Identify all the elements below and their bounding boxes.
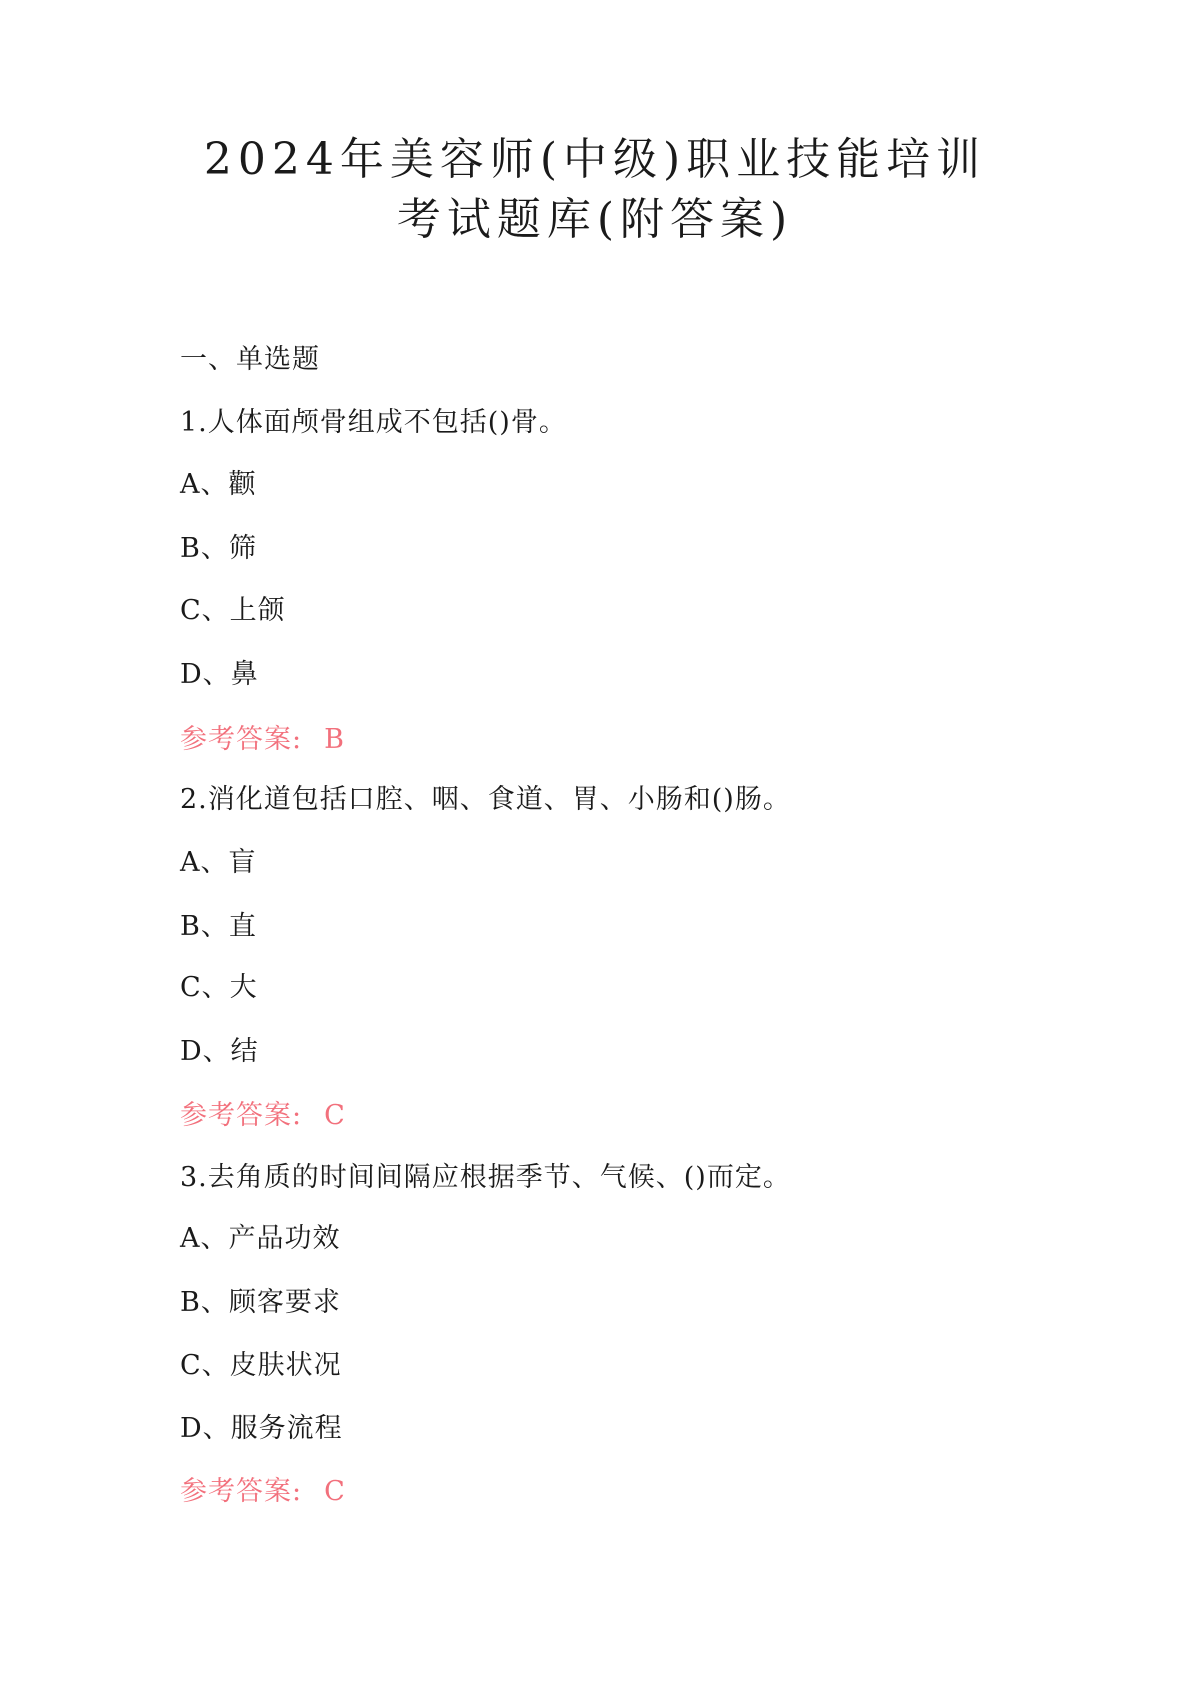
section-heading: 一、单选题 [180, 344, 320, 375]
question-1-option-c: C、上颌 [180, 595, 286, 626]
question-3-option-b: B、顾客要求 [180, 1287, 341, 1318]
question-3-option-c: C、皮肤状况 [180, 1350, 342, 1381]
question-3-option-d: D、服务流程 [180, 1413, 343, 1444]
question-2-option-c: C、大 [180, 972, 258, 1003]
document-title-line-2: 考试题库(附答案) [396, 194, 794, 245]
answer-value: C [324, 1476, 346, 1507]
question-stem-1: 1.人体面颅骨组成不包括()骨。 [180, 407, 567, 438]
question-2-option-d: D、结 [180, 1036, 259, 1067]
question-2-option-a: A、盲 [180, 847, 257, 878]
question-1-option-b: B、筛 [180, 533, 257, 564]
answer-label: 参考答案: [180, 1476, 303, 1507]
answer-value: B [324, 724, 345, 755]
question-2-answer [180, 1098, 346, 1134]
question-1-option-a: A、颧 [180, 469, 257, 500]
answer-value: C [324, 1100, 346, 1131]
answer-label: 参考答案: [180, 1100, 303, 1131]
document-title-line-1: 2024年美容师(中级)职业技能培训 [203, 134, 987, 185]
question-2-option-b: B、直 [180, 911, 257, 942]
answer-label: 参考答案: [180, 724, 303, 755]
question-stem-3: 3.去角质的时间间隔应根据季节、气候、()而定。 [180, 1162, 791, 1193]
question-3-answer [180, 1474, 346, 1510]
question-stem-2: 2.消化道包括口腔、咽、食道、胃、小肠和()肠。 [180, 784, 791, 815]
question-3-option-a: A、产品功效 [180, 1223, 341, 1254]
question-1-option-d: D、鼻 [180, 659, 259, 690]
question-1-answer [180, 722, 345, 758]
